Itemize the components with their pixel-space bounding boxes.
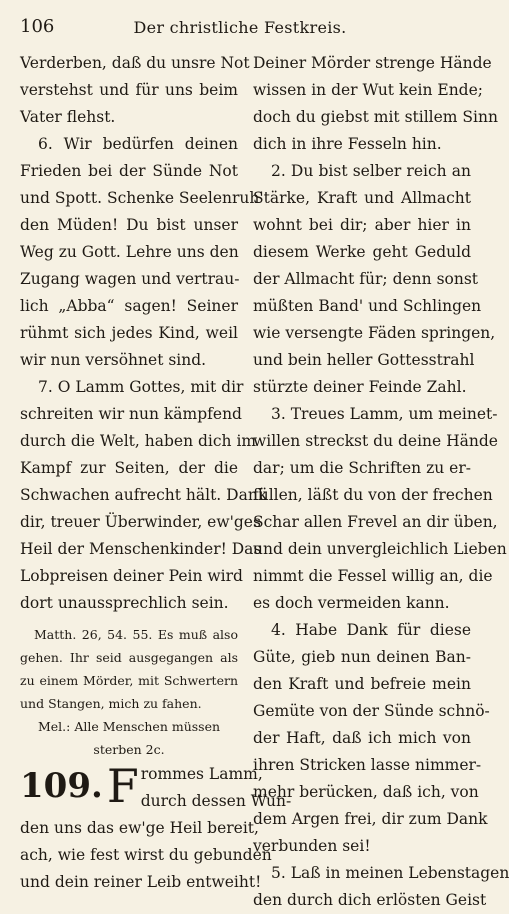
text-line: dar; um die Schriften zu er- bbox=[253, 459, 471, 477]
text-line: Vater flehst. bbox=[20, 108, 116, 126]
text-line: schreiten wir nun kämpfend bbox=[20, 405, 242, 423]
text-line: wie versengte Fäden springen, bbox=[253, 324, 496, 342]
text-line: willen streckst du deine Hände bbox=[253, 432, 498, 450]
text-line: füllen, läßt du von der frechen bbox=[253, 486, 493, 504]
note-line: gehen. Ihr seid ausgegangen als bbox=[20, 650, 238, 665]
text-line: und dein reiner Leib entweiht! bbox=[20, 873, 262, 891]
text-line: mehr berücken, daß ich, von bbox=[253, 783, 479, 801]
text-line: verstehst und für uns beim bbox=[20, 81, 238, 99]
text-line: rühmt sich jedes Kind, weil bbox=[20, 324, 238, 342]
running-head: Der christliche Festkreis. bbox=[133, 18, 347, 37]
verse-3 bbox=[253, 401, 507, 617]
verse-1-continuation bbox=[253, 50, 498, 158]
right-column bbox=[253, 50, 509, 914]
scripture-note bbox=[20, 623, 238, 715]
melody-line: Mel.: Alle Menschen müssen bbox=[37, 719, 221, 734]
text-line: Kampf zur Seiten, der die bbox=[20, 459, 238, 477]
note-line: und Stangen, mich zu fahen. bbox=[20, 696, 202, 711]
hymn-opening bbox=[20, 759, 292, 815]
verse-4 bbox=[253, 617, 490, 860]
text-line: den uns das ew'ge Heil bereit, bbox=[20, 819, 259, 837]
melody-note bbox=[20, 715, 238, 761]
hymn-verse-1 bbox=[20, 815, 272, 896]
text-line: dir, treuer Überwinder, ew'ges bbox=[20, 513, 261, 531]
verse-2 bbox=[253, 158, 496, 401]
text-line: dort unaussprechlich sein. bbox=[20, 594, 229, 612]
text-line: der Haft, daß ich mich von bbox=[253, 729, 471, 747]
text-line: Heil der Menschenkinder! Das bbox=[20, 540, 262, 558]
paragraph-continuation bbox=[20, 50, 250, 131]
text-line: Deiner Mörder strenge Hände bbox=[253, 54, 492, 72]
page-header bbox=[20, 14, 460, 42]
text-line: müßten Band' und Schlingen bbox=[253, 297, 482, 315]
text-line: der Allmacht für; denn sonst bbox=[253, 270, 479, 288]
note-line: Matth. 26, 54. 55. Es muß also bbox=[34, 627, 238, 642]
left-column bbox=[20, 50, 292, 896]
text-line: nimmt die Fessel willig an, die bbox=[253, 567, 493, 585]
verse-5 bbox=[253, 860, 509, 914]
hymn-number: 109. bbox=[20, 766, 103, 806]
text-line: Stärke, Kraft und Allmacht bbox=[253, 189, 471, 207]
verse-7 bbox=[20, 374, 268, 617]
text-line: lich „Abba“ sagen! Seiner bbox=[20, 297, 238, 315]
text-line: Schwachen aufrecht hält. Dank bbox=[20, 486, 268, 504]
text-line: wohnt bei dir; aber hier in bbox=[253, 216, 471, 234]
text-line: 5. Laß in meinen Lebenstagen bbox=[271, 864, 509, 882]
text-line: den Kraft und befreie mein bbox=[253, 675, 471, 693]
text-line: 2. Du bist selber reich an bbox=[271, 162, 471, 180]
text-line: dich in ihre Fesseln hin. bbox=[253, 135, 442, 153]
text-line: Verderben, daß du unsre Not bbox=[20, 54, 250, 72]
text-line: 4. Habe Dank für diese bbox=[271, 621, 471, 639]
melody-line: sterben 2c. bbox=[93, 742, 165, 757]
text-line: Lobpreisen deiner Pein wird bbox=[20, 567, 243, 585]
text-line: 7. O Lamm Gottes, mit dir bbox=[38, 378, 244, 396]
verse-6 bbox=[20, 131, 264, 374]
text-line: 6. Wir bedürfen deinen bbox=[38, 135, 238, 153]
text-line: durch dessen Wun- bbox=[140, 792, 292, 810]
text-line: Zugang wagen und vertrau- bbox=[20, 270, 240, 288]
text-line: Frieden bei der Sünde Not bbox=[20, 162, 238, 180]
text-line: doch du giebst mit stillem Sinn bbox=[253, 108, 498, 126]
text-line: und Spott. Schenke Seelenruh' bbox=[20, 189, 264, 207]
text-line: wir nun versöhnet sind. bbox=[20, 351, 207, 369]
text-line: ihren Stricken lasse nimmer- bbox=[253, 756, 482, 774]
text-line: Schar allen Frevel an dir üben, bbox=[253, 513, 498, 531]
note-line: zu einem Mörder, mit Schwertern bbox=[20, 673, 238, 688]
text-line: den durch dich erlösten Geist bbox=[253, 891, 487, 909]
text-line: verbunden sei! bbox=[253, 837, 371, 855]
text-line: es doch vermeiden kann. bbox=[253, 594, 450, 612]
page-number: 106 bbox=[20, 16, 55, 37]
text-line: wissen in der Wut kein Ende; bbox=[253, 81, 484, 99]
text-line: rommes Lamm, bbox=[140, 765, 263, 783]
text-line: und bein heller Gottesstrahl bbox=[253, 351, 475, 369]
text-line: stürzte deiner Feinde Zahl. bbox=[253, 378, 467, 396]
text-line: diesem Werke geht Geduld bbox=[253, 243, 471, 261]
text-line: durch die Welt, haben dich im bbox=[20, 432, 257, 450]
text-line: Gemüte von der Sünde schnö- bbox=[253, 702, 490, 720]
text-line: den Müden! Du bist unser bbox=[20, 216, 238, 234]
text-line: dem Argen frei, dir zum Dank bbox=[253, 810, 488, 828]
drop-cap: F bbox=[106, 759, 139, 813]
text-line: Weg zu Gott. Lehre uns den bbox=[20, 243, 239, 261]
text-line: 3. Treues Lamm, um meinet- bbox=[271, 405, 498, 423]
text-line: Güte, gieb nun deinen Ban- bbox=[253, 648, 471, 666]
text-line: und dein unvergleichlich Lieben bbox=[253, 540, 507, 558]
text-line: ach, wie fest wirst du gebunden bbox=[20, 846, 272, 864]
